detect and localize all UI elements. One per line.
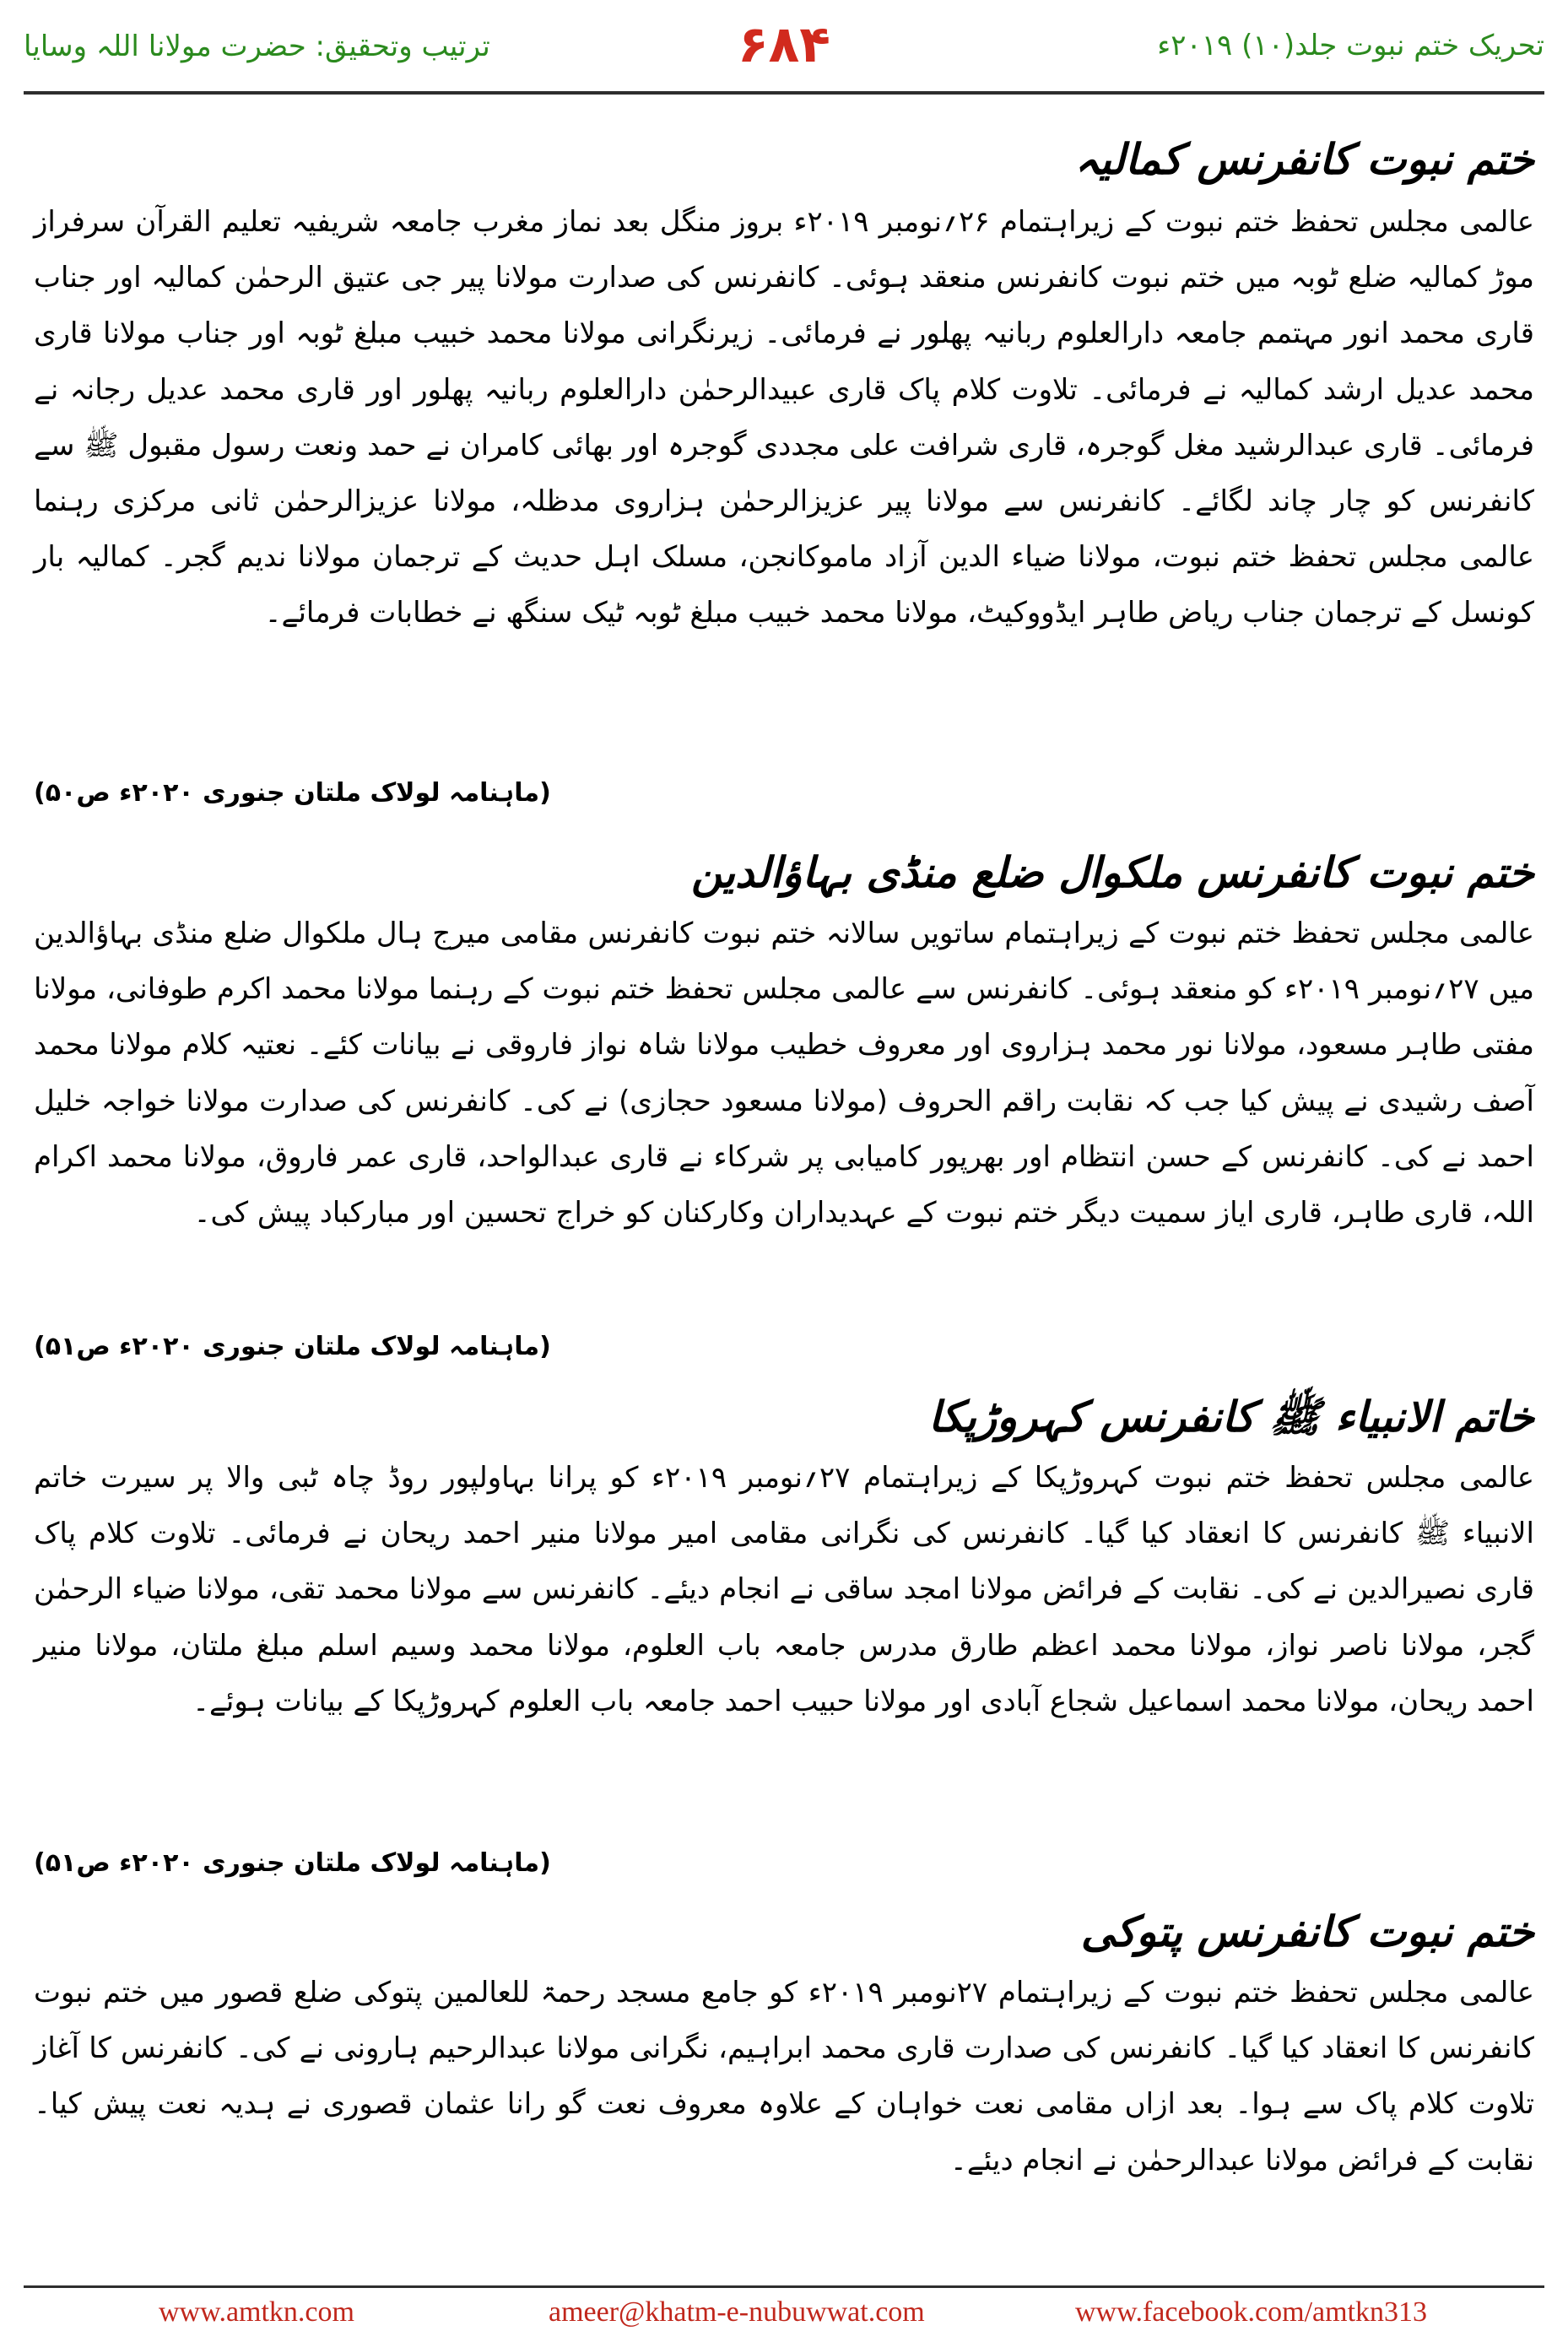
section-body: عالمی مجلس تحفظ ختم نبوت کے زیراہتمام ۲۶؍نومبر ۲۰۱۹ء بروز منگل بعد نماز مغرب جامعہ شریفیہ تعلیم القرآن سرفراز موڑ کمالیہ ضلع ٹوبہ میں ختم نبوت کانفرنس منعقد ہوئی۔ کانفرنس کی صدارت مولانا پیر جی عتیق الرحمٰن کمالیہ اور جناب قاری محمد انور مہتمم جامعہ دارالعلوم ربانیہ پھلور نے فرمائی۔ زیرنگرانی مولانا محمد خبیب مبلغ ٹوبہ اور جناب مولانا قاری محمد عدیل ارشد کمالیہ نے فرمائی۔ تلاوت کلام پاک قاری عبیدالرحمٰن دارالعلوم ربانیہ پھلور اور قاری محمد عدیل رجانہ نے فرمائی۔ قاری عبدالرشید مغل گوجرہ، قاری شرافت علی مجددی گوجرہ اور بھائی کامران نے حمد ونعت رسول مقبول ﷺ سے کانفرنس کو چار چاند لگائے۔ کانفرنس سے مولانا پیر عزیزالرحمٰن ہزاروی مدظلہ، مولانا عزیزالرحمٰن ثانی مرکزی رہنما عالمی مجلس تحفظ ختم نبوت، مولانا ضیاء الدین آزاد ماموکانجن، مسلک اہل حدیث کے ترجمان مولانا ندیم گجر۔ کمالیہ بار کونسل کے ترجمان جناب ریاض طاہر ایڈووکیٹ، مولانا محمد خبیب مبلغ ٹوبہ ٹیک سنگھ نے خطابات فرمائے۔ bbox=[34, 205, 1534, 630]
email-link[interactable]: ameer@khatm-e-nubuwwat.com bbox=[549, 2296, 925, 2328]
section-kamalia bbox=[34, 127, 1534, 630]
section-title: ختم نبوت کانفرنس کمالیہ bbox=[1074, 135, 1534, 184]
section-body: عالمی مجلس تحفظ ختم نبوت کے زیراہتمام ۲۷نومبر ۲۰۱۹ء کو جامع مسجد رحمۃ للعالمین پتوکی ضلع قصور میں ختم نبوت کانفرنس کا انعقاد کیا گیا۔ کانفرنس کی صدارت قاری محمد ابراہیم، نگرانی مولانا عبدالرحیم ہارونی نے کی۔ کانفرنس کا آغاز تلاوت کلام پاک سے ہوا۔ بعد ازاں مقامی نعت خواہان کے علاوہ معروف نعت گو رانا عثمان قصوری نے ہدیہ نعت پیش کیا۔ نقابت کے فرائض مولانا عبدالرحمٰن نے انجام دیئے۔ bbox=[34, 1976, 1534, 2177]
section-title: ختم نبوت کانفرنس پتوکی bbox=[1080, 1907, 1534, 1956]
section-title: خاتم الانبیاء ﷺ کانفرنس کہروڑپکا bbox=[928, 1393, 1534, 1441]
header-book-title: تحریک ختم نبوت جلد(۱۰) ۲۰۱۹ء bbox=[1157, 29, 1544, 62]
source-citation: (ماہنامہ لولاک ملتان جنوری ۲۰۲۰ء ص۵۱) bbox=[34, 1332, 551, 1361]
page-footer bbox=[24, 2285, 1544, 2335]
page-header bbox=[24, 15, 1544, 83]
section-pattoki bbox=[34, 1899, 1534, 2188]
facebook-link[interactable]: www.facebook.com/amtkn313 bbox=[1075, 2296, 1428, 2328]
source-citation: (ماہنامہ لولاک ملتان جنوری ۲۰۲۰ء ص۵۰) bbox=[34, 778, 551, 808]
section-title: ختم نبوت کانفرنس ملکوال ضلع منڈی بہاؤالدین bbox=[691, 848, 1534, 897]
section-kahror-pakka bbox=[34, 1384, 1534, 1729]
header-divider bbox=[24, 91, 1544, 95]
section-malakwal bbox=[34, 840, 1534, 1241]
page-number: ۶۸۴ bbox=[738, 15, 830, 74]
website-link[interactable]: www.amtkn.com bbox=[159, 2296, 354, 2328]
source-citation: (ماہنامہ لولاک ملتان جنوری ۲۰۲۰ء ص۵۱) bbox=[34, 1848, 551, 1878]
article-body bbox=[34, 127, 1534, 2177]
header-compiler: ترتیب وتحقیق: حضرت مولانا اللہ وسایا bbox=[24, 30, 490, 63]
section-body: عالمی مجلس تحفظ ختم نبوت کہروڑپکا کے زیراہتمام ۲۷؍نومبر ۲۰۱۹ء کو پرانا بہاولپور روڈ چاہ ٹبی والا پر سیرت خاتم الانبیاء ﷺ کانفرنس کا انعقاد کیا گیا۔ کانفرنس کی نگرانی مقامی امیر مولانا منیر احمد ریحان نے فرمائی۔ تلاوت کلام پاک قاری نصیرالدین نے کی۔ نقابت کے فرائض مولانا امجد ساقی نے انجام دیئے۔ کانفرنس سے مولانا محمد تقی، مولانا ضیاء الرحمٰن گجر، مولانا ناصر نواز، مولانا محمد اعظم طارق مدرس جامعہ باب العلوم، مولانا محمد وسیم اسلم مبلغ ملتان، مولانا منیر احمد ریحان، مولانا محمد اسماعیل شجاع آبادی اور مولانا حبیب احمد جامعہ باب العلوم کہروڑپکا کے بیانات ہوئے۔ bbox=[34, 1461, 1534, 1718]
section-body: عالمی مجلس تحفظ ختم نبوت کے زیراہتمام ساتویں سالانہ ختم نبوت کانفرنس مقامی میرج ہال ملکوال ضلع منڈی بہاؤالدین میں ۲۷؍نومبر ۲۰۱۹ء کو منعقد ہوئی۔ کانفرنس سے عالمی مجلس تحفظ ختم نبوت کے رہنما مولانا محمد اکرم طوفانی، مولانا مفتی طاہر مسعود، مولانا نور محمد ہزاروی اور معروف خطیب مولانا شاہ نواز فاروقی نے بیانات کئے۔ نعتیہ کلام مولانا محمد آصف رشیدی نے پیش کیا جب کہ نقابت راقم الحروف (مولانا مسعود حجازی) نے کی۔ کانفرنس کی صدارت مولانا خواجہ خلیل احمد نے کی۔ کانفرنس کے حسن انتظام اور بھرپور کامیابی پر شرکاء نے قاری عبدالواحد، قاری عمر فاروق، مولانا محمد اکرام اللہ، قاری طاہر، قاری ایاز سمیت دیگر ختم نبوت کے عہدیداران وکارکنان کو خراج تحسین اور مبارکباد پیش کی۔ bbox=[34, 917, 1534, 1230]
